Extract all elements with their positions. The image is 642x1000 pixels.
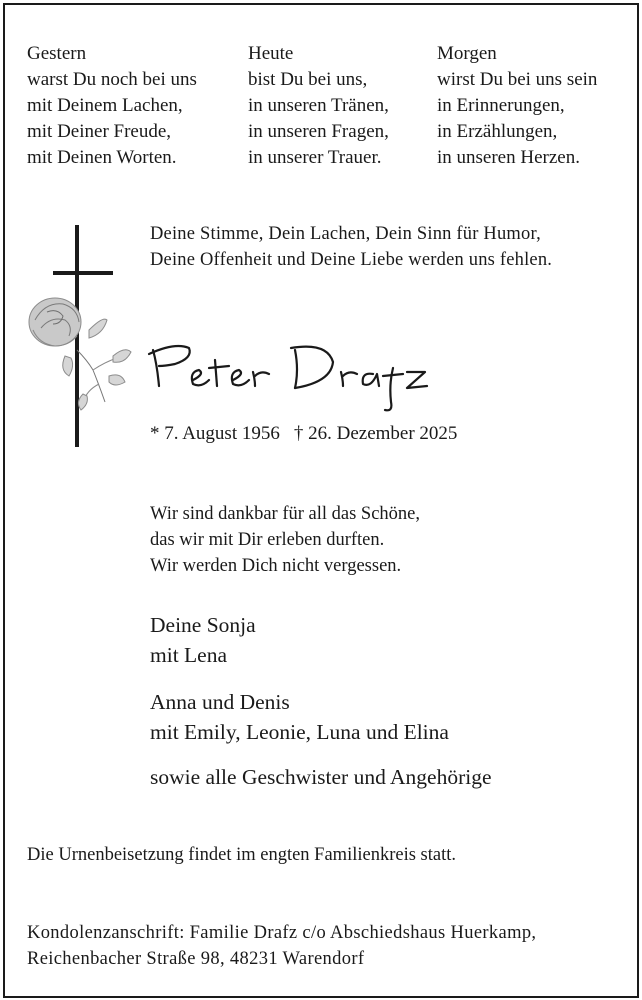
intro-line: Deine Offenheit und Deine Liebe werden uns fehlen.	[150, 250, 553, 270]
mourner-line: mit Lena	[150, 643, 228, 667]
poem-line: Heute	[248, 43, 294, 64]
thanks-line: das wir mit Dir erleben durften.	[150, 530, 385, 550]
poem-line: in unseren Herzen.	[437, 147, 580, 168]
mourners-group-3: sowie alle Geschwister und Angehörige	[150, 765, 492, 789]
intro-text	[150, 221, 552, 273]
mourner-line: Deine Sonja	[150, 613, 256, 637]
address-line: Kondolenzanschrift: Familie Drafz c/o Abschiedshaus Huerkamp,	[27, 923, 537, 943]
poem-column-today	[248, 41, 389, 171]
poem-column-yesterday	[27, 41, 197, 171]
poem-line: bist Du bei uns,	[248, 69, 368, 90]
poem-column-tomorrow	[437, 41, 597, 171]
life-dates	[150, 423, 457, 445]
condolence-address	[27, 920, 536, 972]
poem-line: in Erzählungen,	[437, 121, 558, 142]
poem-line: wirst Du bei uns sein	[437, 69, 598, 90]
mourner-line: Anna und Denis	[150, 690, 290, 714]
poem-line: Morgen	[437, 43, 497, 64]
death-date: † 26. Dezember 2025	[293, 423, 458, 444]
poem-line: warst Du noch bei uns	[27, 69, 197, 90]
poem-line: mit Deiner Freude,	[27, 121, 172, 142]
thanks-line: Wir werden Dich nicht vergessen.	[150, 556, 402, 576]
mourners-group-2	[150, 687, 449, 747]
thanks-text	[150, 501, 420, 579]
rose-icon	[25, 290, 135, 415]
birth-date: * 7. August 1956	[150, 423, 280, 444]
poem-line: Gestern	[27, 43, 87, 64]
poem-line: in unseren Fragen,	[248, 121, 389, 142]
burial-notice: Die Urnenbeisetzung findet im engten Familienkreis statt.	[27, 845, 456, 865]
address-line: Reichenbacher Straße 98, 48231 Warendorf	[27, 949, 365, 969]
mourners-group-1	[150, 610, 256, 670]
poem-line: mit Deinen Worten.	[27, 147, 177, 168]
thanks-line: Wir sind dankbar für all das Schöne,	[150, 504, 421, 524]
poem-line: mit Deinem Lachen,	[27, 95, 183, 116]
mourner-line: mit Emily, Leonie, Luna und Elina	[150, 720, 449, 744]
poem-line: in unserer Trauer.	[248, 147, 382, 168]
obituary-frame	[3, 3, 639, 998]
poem-line: in unseren Tränen,	[248, 95, 389, 116]
deceased-name	[145, 330, 445, 415]
intro-line: Deine Stimme, Dein Lachen, Dein Sinn für Humor,	[150, 224, 541, 244]
poem-line: in Erinnerungen,	[437, 95, 565, 116]
